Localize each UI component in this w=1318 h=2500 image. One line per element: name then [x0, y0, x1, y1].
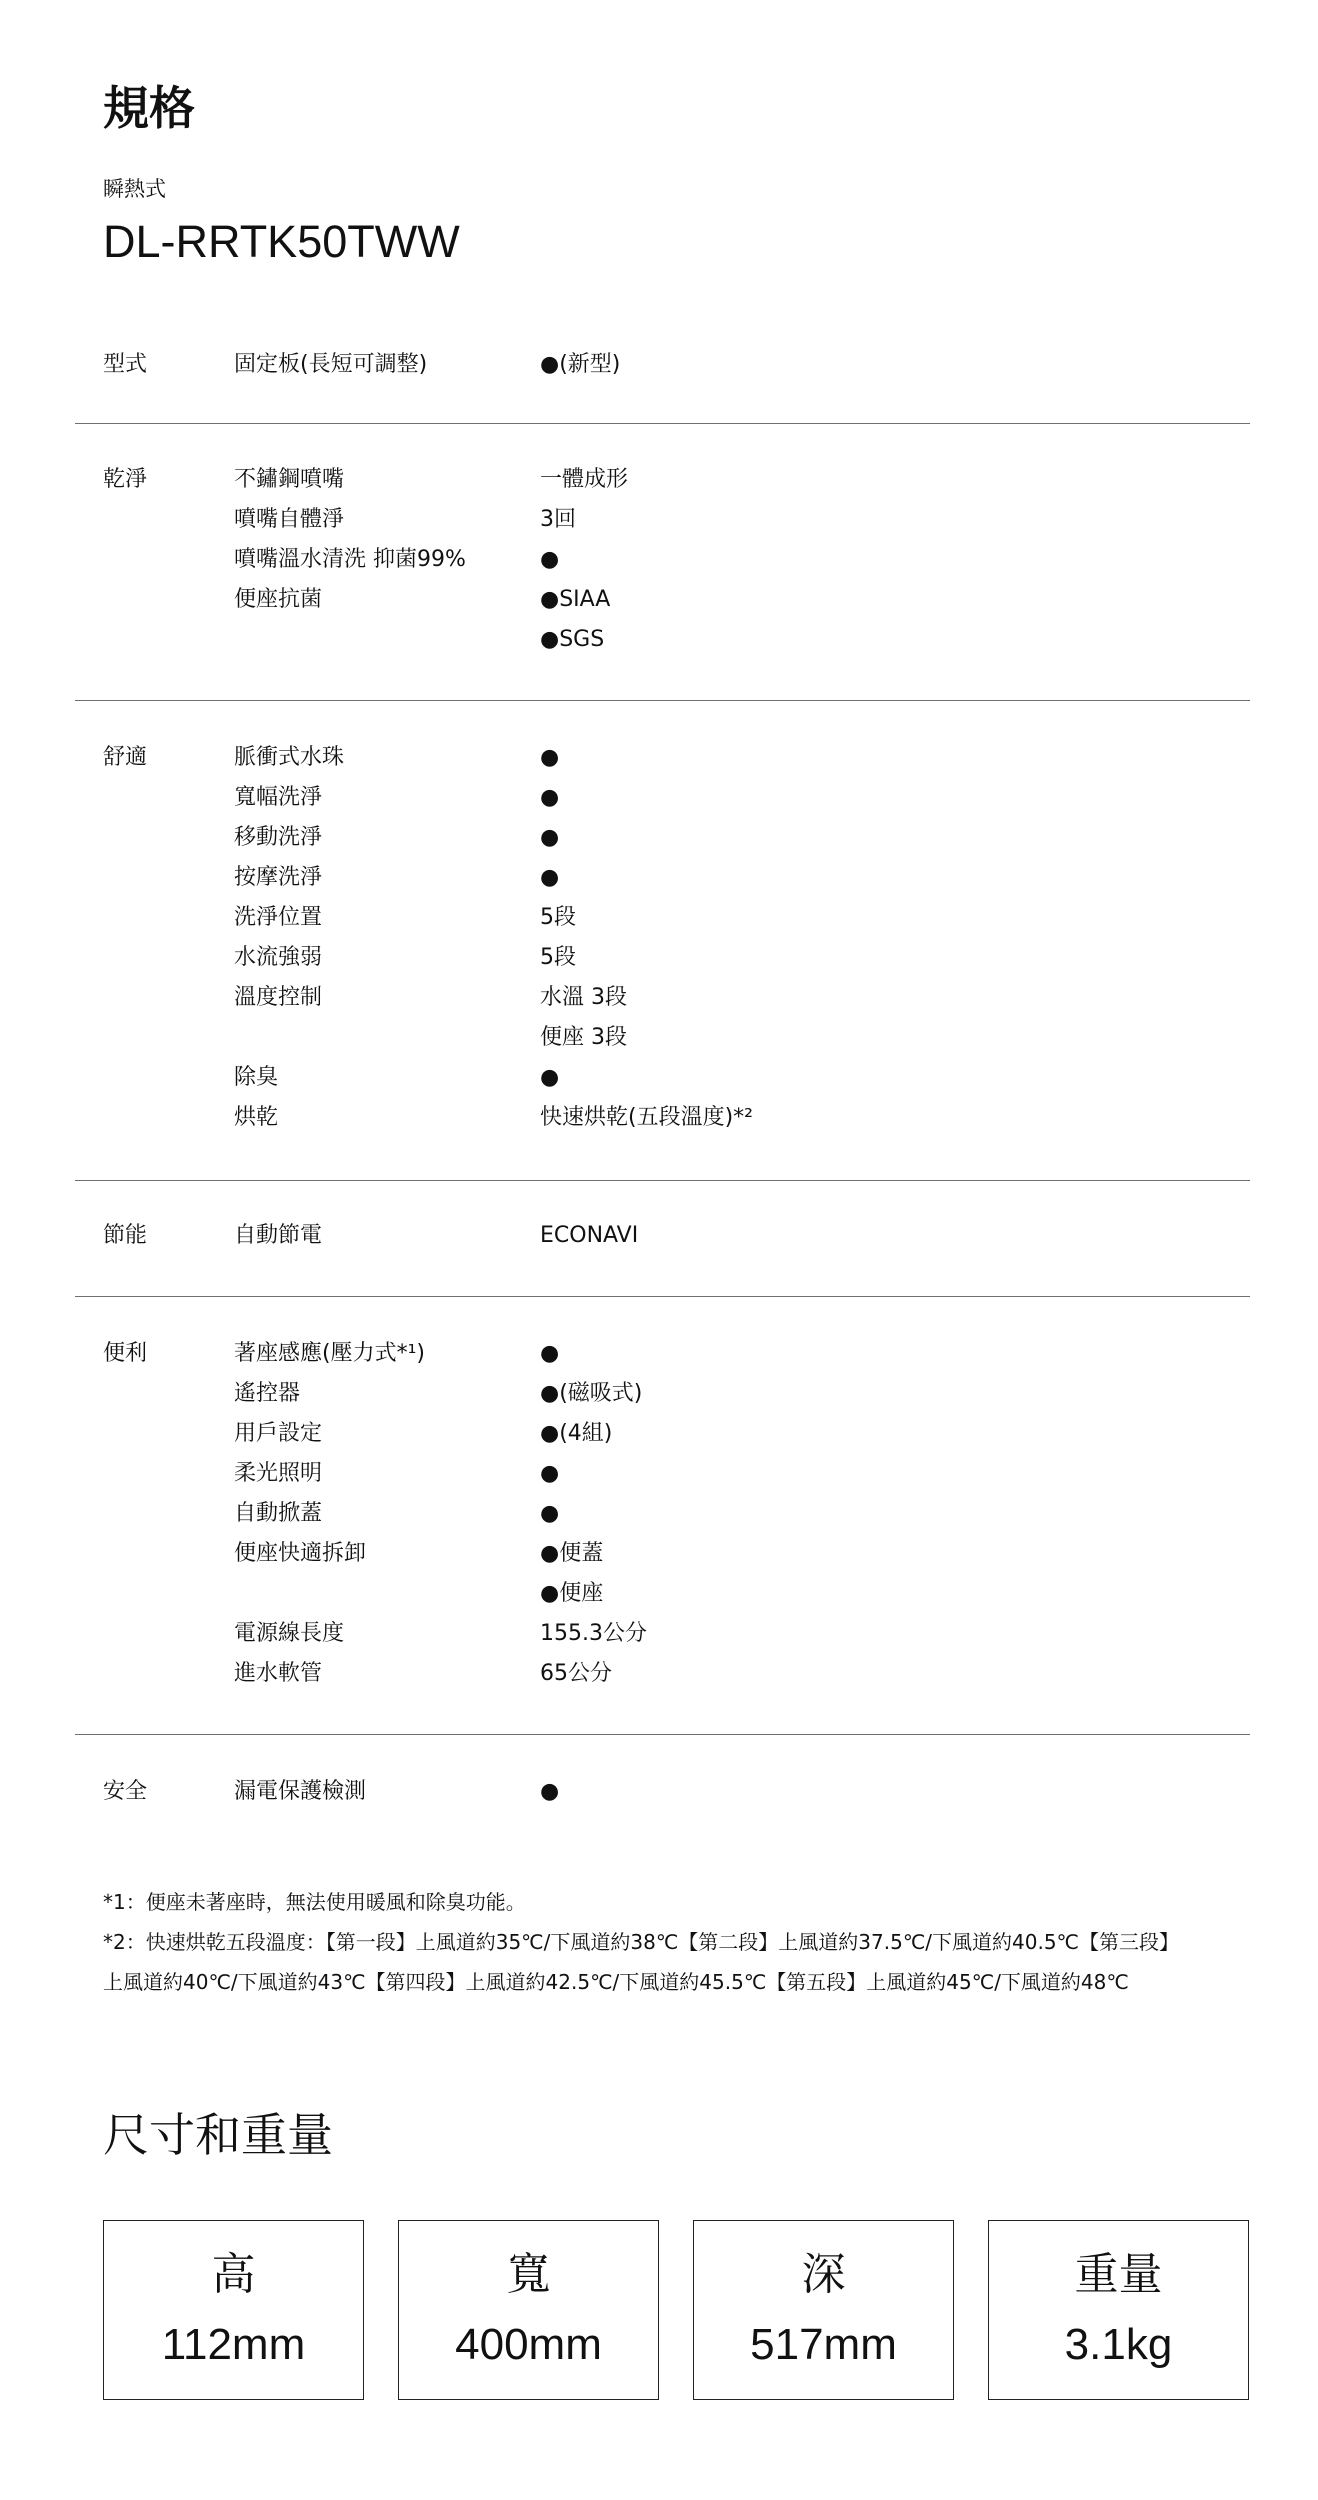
category-convenience: 便利	[103, 1341, 148, 1366]
dimension-card-height	[103, 2220, 364, 2400]
feature-value: 水溫 3段	[540, 985, 627, 1010]
feature-value: ●	[540, 1065, 560, 1090]
feature-label: 用戶設定	[234, 1421, 323, 1446]
feature-value: 3回	[540, 507, 576, 532]
category-comfort: 舒適	[103, 745, 148, 770]
spec-row	[0, 1494, 1318, 1534]
dimension-label: 高	[211, 2249, 256, 2300]
feature-label: 洗淨位置	[234, 905, 323, 930]
spec-row	[0, 620, 1318, 660]
spec-row	[0, 778, 1318, 818]
feature-label: 遙控器	[234, 1381, 301, 1406]
feature-value: ●	[540, 865, 560, 890]
spec-row	[0, 1574, 1318, 1614]
feature-label: 便座抗菌	[234, 587, 323, 612]
spec-row	[0, 738, 1318, 778]
feature-label: 不鏽鋼噴嘴	[234, 467, 345, 492]
spec-row	[0, 1374, 1318, 1414]
feature-label: 電源線長度	[234, 1621, 345, 1646]
spec-row	[0, 1216, 1318, 1256]
feature-value: ●(4組)	[540, 1421, 613, 1446]
feature-label: 烘乾	[234, 1105, 279, 1130]
dimension-label: 深	[801, 2249, 846, 2300]
spec-row	[0, 1454, 1318, 1494]
category-clean: 乾淨	[103, 467, 148, 492]
footnote-1: *1：便座未著座時，無法使用暖風和除臭功能。	[103, 1890, 526, 1914]
feature-label: 噴嘴溫水清洗 抑菌99%	[234, 547, 466, 572]
feature-value: ●	[540, 1501, 560, 1526]
spec-row	[0, 1654, 1318, 1694]
feature-label: 固定板(長短可調整)	[234, 352, 428, 377]
feature-value: ●(新型)	[540, 352, 621, 377]
dimension-card-width	[398, 2220, 659, 2400]
feature-label: 便座快適拆卸	[234, 1541, 367, 1566]
footnote-2-line-2: 上風道約40℃/下風道約43℃【第四段】上風道約42.5℃/下風道約45.5℃【第五段】上風道約45℃/下風道約48℃	[103, 1970, 1129, 1994]
feature-value: ●	[540, 547, 560, 572]
feature-value: ●	[540, 1779, 560, 1804]
feature-value: 快速烘乾(五段溫度)*²	[540, 1105, 753, 1130]
spec-row	[0, 1614, 1318, 1654]
model-number: DL-RRTK50TWW	[103, 216, 460, 267]
feature-label: 著座感應(壓力式*¹)	[234, 1341, 425, 1366]
dimension-card-depth	[693, 2220, 954, 2400]
section-divider	[75, 423, 1250, 424]
feature-label: 自動節電	[234, 1223, 323, 1248]
spec-row	[0, 580, 1318, 620]
category-safety: 安全	[103, 1779, 148, 1804]
spec-row	[0, 540, 1318, 580]
feature-value: 5段	[540, 905, 576, 930]
dimension-value: 3.1kg	[1064, 2320, 1173, 2369]
feature-value: ●便蓋	[540, 1541, 604, 1566]
category-energy: 節能	[103, 1223, 148, 1248]
spec-row	[0, 858, 1318, 898]
product-subtype: 瞬熱式	[103, 177, 166, 201]
feature-label: 脈衝式水珠	[234, 745, 345, 770]
feature-value: 155.3公分	[540, 1621, 647, 1646]
feature-label: 自動掀蓋	[234, 1501, 323, 1526]
feature-label: 除臭	[234, 1065, 279, 1090]
feature-label: 噴嘴自體淨	[234, 507, 345, 532]
feature-value: 65公分	[540, 1661, 612, 1686]
feature-label: 漏電保護檢測	[234, 1779, 367, 1804]
feature-value: ●	[540, 745, 560, 770]
spec-row	[0, 938, 1318, 978]
dimension-card-weight	[988, 2220, 1249, 2400]
feature-label: 水流強弱	[234, 945, 323, 970]
section-divider	[75, 1296, 1250, 1297]
dimension-label: 重量	[1074, 2249, 1163, 2300]
feature-value: ECONAVI	[540, 1223, 639, 1248]
feature-label: 柔光照明	[234, 1461, 323, 1486]
spec-row	[0, 500, 1318, 540]
feature-value: 便座 3段	[540, 1025, 627, 1050]
feature-value: 一體成形	[540, 467, 629, 492]
dimension-value: 112mm	[161, 2320, 306, 2369]
spec-row	[0, 898, 1318, 938]
feature-value: ●	[540, 1461, 560, 1486]
dimension-value: 400mm	[455, 2320, 602, 2369]
feature-value: ●SGS	[540, 627, 605, 652]
page-title: 規格	[103, 81, 195, 135]
feature-label: 按摩洗淨	[234, 865, 323, 890]
dimensions-title: 尺寸和重量	[103, 2108, 333, 2162]
feature-label: 進水軟管	[234, 1661, 323, 1686]
feature-value: 5段	[540, 945, 576, 970]
spec-row	[0, 1058, 1318, 1098]
feature-value: ●(磁吸式)	[540, 1381, 643, 1406]
spec-row	[0, 1018, 1318, 1058]
feature-label: 溫度控制	[234, 985, 323, 1010]
spec-row	[0, 460, 1318, 500]
section-divider	[75, 700, 1250, 701]
spec-row	[0, 1098, 1318, 1138]
spec-row	[0, 978, 1318, 1018]
spec-row	[0, 1772, 1318, 1812]
footnote-2-line-1: *2：快速烘乾五段溫度：【第一段】上風道約35℃/下風道約38℃【第二段】上風道約37.5℃/下風道約40.5℃【第三段】	[103, 1930, 1180, 1954]
feature-value: ●	[540, 1341, 560, 1366]
category-type: 型式	[103, 352, 148, 377]
section-divider	[75, 1734, 1250, 1735]
section-divider	[75, 1180, 1250, 1181]
feature-value: ●	[540, 825, 560, 850]
dimension-label: 寬	[506, 2249, 551, 2300]
dimension-value: 517mm	[750, 2320, 897, 2369]
spec-row	[0, 818, 1318, 858]
feature-value: ●SIAA	[540, 587, 611, 612]
feature-label: 寬幅洗淨	[234, 785, 323, 810]
spec-row	[0, 345, 1318, 385]
feature-label: 移動洗淨	[234, 825, 323, 850]
spec-row	[0, 1534, 1318, 1574]
spec-row	[0, 1414, 1318, 1454]
feature-value: ●	[540, 785, 560, 810]
spec-row	[0, 1334, 1318, 1374]
feature-value: ●便座	[540, 1581, 604, 1606]
